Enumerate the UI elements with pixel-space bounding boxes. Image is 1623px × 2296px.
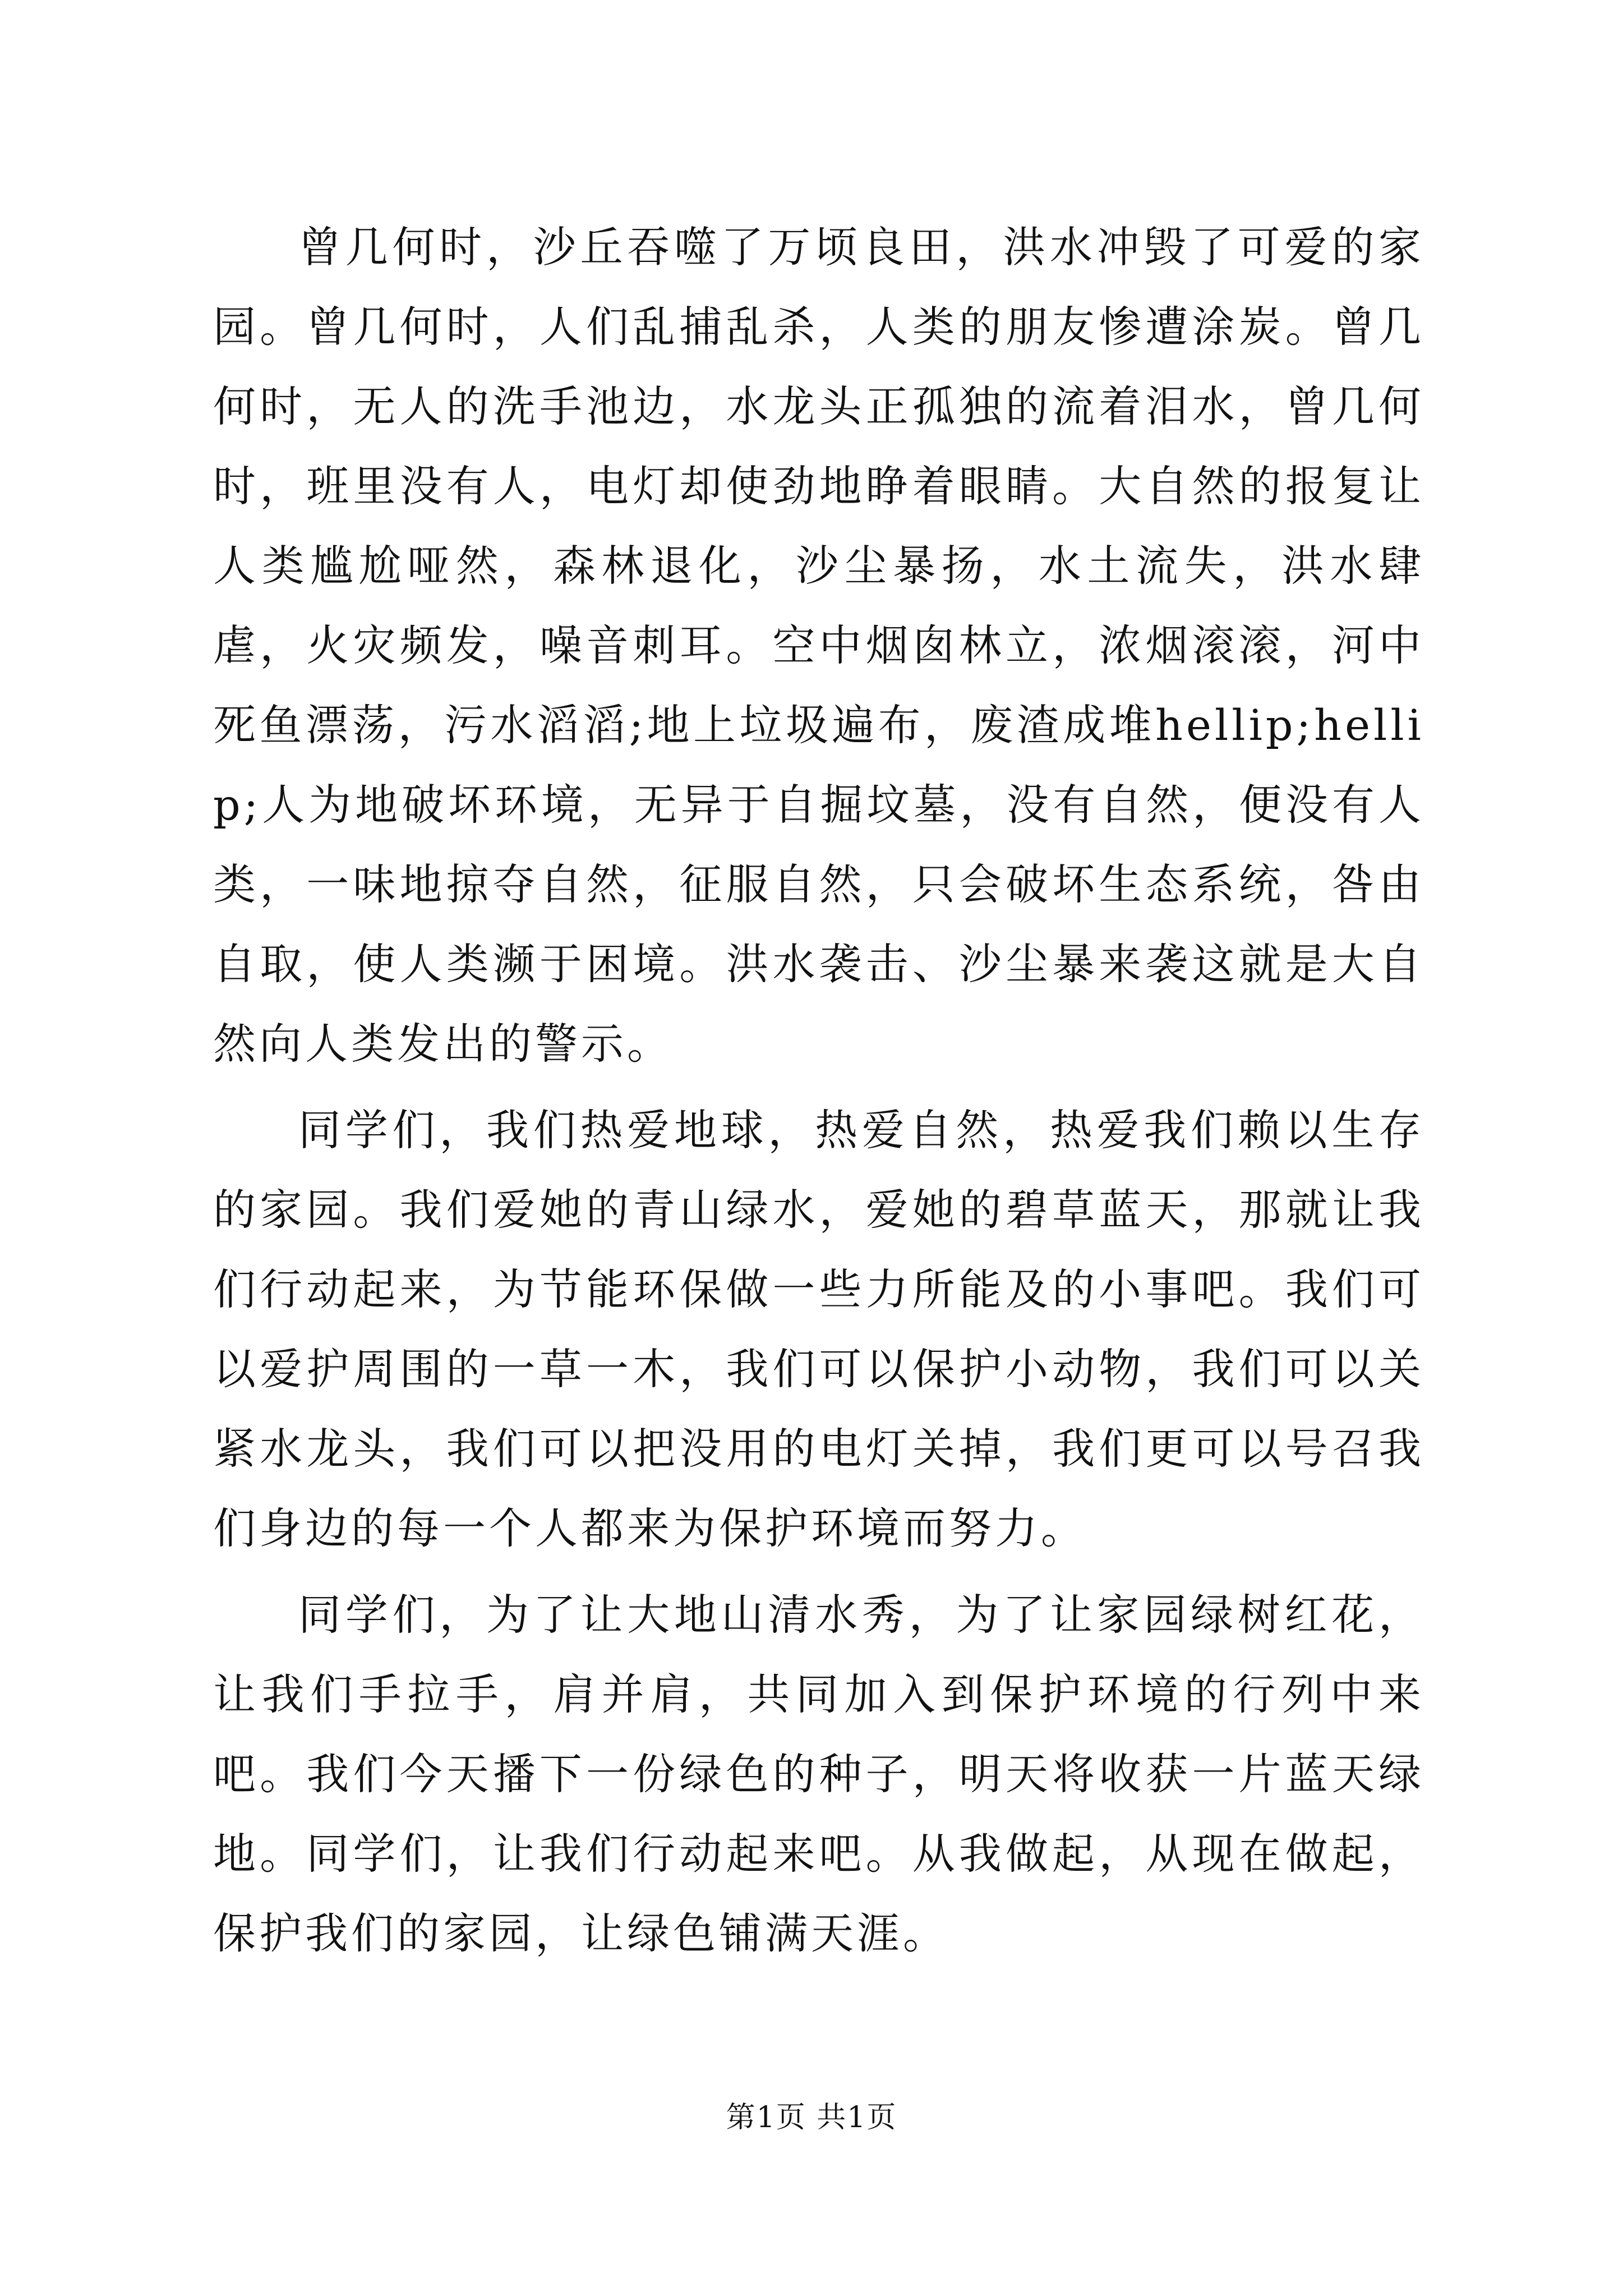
paragraph-3: 同学们，为了让大地山清水秀，为了让家园绿树红花，让我们手拉手，肩并肩，共同加入到保护环境的行列中来吧。我们今天播下一份绿色的种子，明天将收获一片蓝天绿地。同学们，让我们行动起来吧。从我做起，从现在做起，保护我们的家园，让绿色铺满天涯。 [213,1590,1424,1958]
document-body [213,208,1424,1980]
page-number-footer: 第1页 共1页 [726,2101,897,2134]
paragraph-2: 同学们，我们热爱地球，热爱自然，热爱我们赖以生存的家园。我们爱她的青山绿水，爱她的碧草蓝天，那就让我们行动起来，为节能环保做一些力所能及的小事吧。我们可以爱护周围的一草一木，我们可以保护小动物，我们可以关紧水龙头，我们可以把没用的电灯关掉，我们更可以号召我们身边的每一个人都来为保护环境而努力。 [213,1105,1424,1553]
paragraph-1: 曾几何时，沙丘吞噬了万顷良田，洪水冲毁了可爱的家园。曾几何时，人们乱捕乱杀，人类的朋友惨遭涂炭。曾几何时，无人的洗手池边，水龙头正孤独的流着泪水，曾几何时，班里没有人，电灯却使劲地睁着眼睛。大自然的报复让人类尴尬哑然，森林退化，沙尘暴扬，水土流失，洪水肆虐，火灾频发，噪音刺耳。空中烟囱林立，浓烟滚滚，河中死鱼漂荡，污水滔滔;地上垃圾遍布，废渣成堆hellip;hellip;人为地破坏环境，无异于自掘坟墓，没有自然，便没有人类，一味地掠夺自然，征服自然，只会破坏生态系统，咎由自取，使人类濒于困境。洪水袭击、沙尘暴来袭这就是大自然向人类发出的警示。 [213,222,1424,1069]
